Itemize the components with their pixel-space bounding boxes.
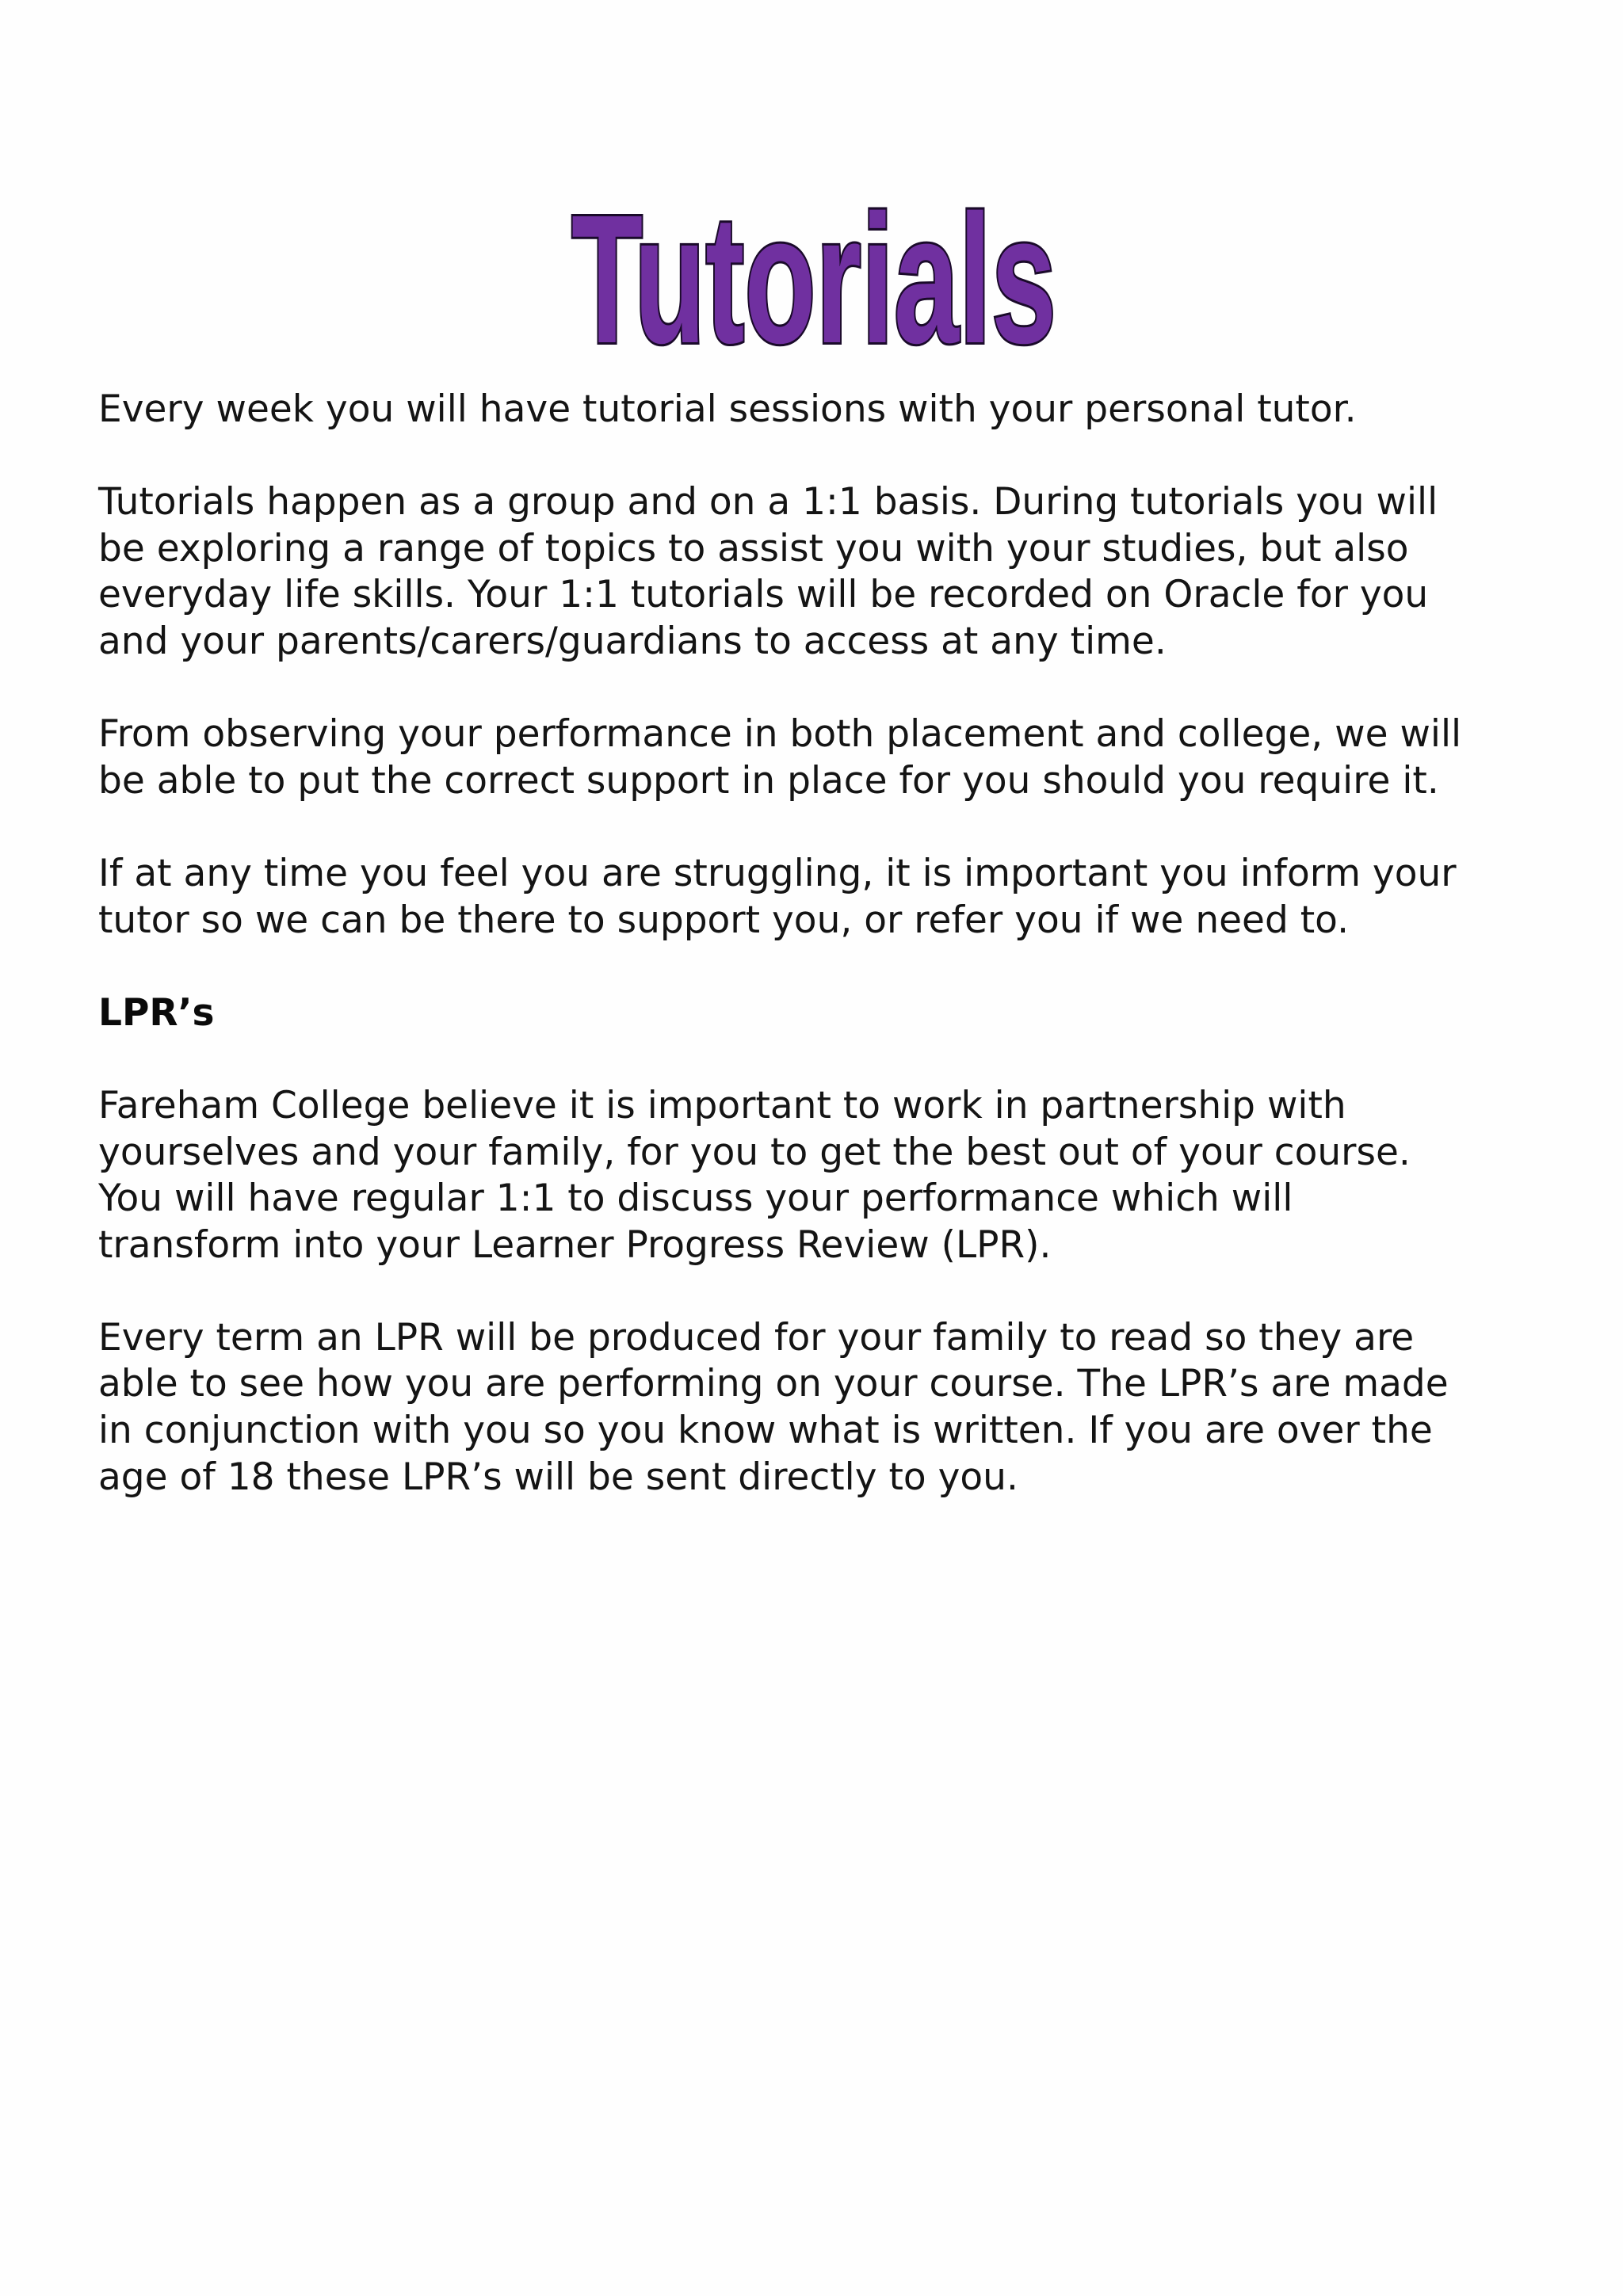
- section-heading-lprs: LPR’s: [98, 990, 215, 1035]
- text-line: transform into your Learner Progress Review (LPR).: [98, 1222, 1052, 1267]
- paragraph-lpr-term: [98, 1315, 1541, 1501]
- text-line: Fareham College believe it is important to work in partnership with: [98, 1083, 1346, 1127]
- paragraph-intro: [98, 387, 1541, 433]
- text-line: be able to put the correct support in place for you should you require it.: [98, 758, 1439, 803]
- text-line: be exploring a range of topics to assist you with your studies, but also: [98, 526, 1409, 570]
- text-line: and your parents/carers/guardians to access at any time.: [98, 619, 1167, 663]
- text-line: You will have regular 1:1 to discuss your performance which will: [98, 1177, 1293, 1221]
- text-line: tutor so we can be there to support you, or refer you if we need to.: [98, 898, 1350, 942]
- page-title: Tutorials: [571, 177, 1056, 364]
- paragraph-partnership: [98, 1083, 1541, 1268]
- text-line: Every term an LPR will be produced for your family to read so they are: [98, 1315, 1415, 1360]
- text-line: age of 18 these LPR’s will be sent directly to you.: [98, 1455, 1018, 1499]
- text-line: Tutorials happen as a group and on a 1:1 basis. During tutorials you will: [98, 480, 1438, 524]
- document-body: [98, 387, 1541, 1547]
- text-line: From observing your performance in both placement and college, we will: [98, 712, 1462, 757]
- paragraph-tutorials: [98, 479, 1541, 665]
- text-line: Every week you will have tutorial sessions with your personal tutor.: [98, 387, 1357, 431]
- text-line: If at any time you feel you are struggling, it is important you inform your: [98, 851, 1457, 895]
- page-title-wordart: [0, 174, 1623, 364]
- title-wordart-svg: [0, 174, 1623, 364]
- paragraph-struggling: [98, 851, 1541, 944]
- text-line: in conjunction with you so you know what is written. If you are over the: [98, 1409, 1433, 1453]
- text-line: yourselves and your family, for you to get the best out of your course.: [98, 1130, 1411, 1174]
- text-line: able to see how you are performing on your course. The LPR’s are made: [98, 1362, 1449, 1406]
- paragraph-support: [98, 711, 1541, 804]
- text-line: everyday life skills. Your 1:1 tutorials will be recorded on Oracle for you: [98, 573, 1429, 617]
